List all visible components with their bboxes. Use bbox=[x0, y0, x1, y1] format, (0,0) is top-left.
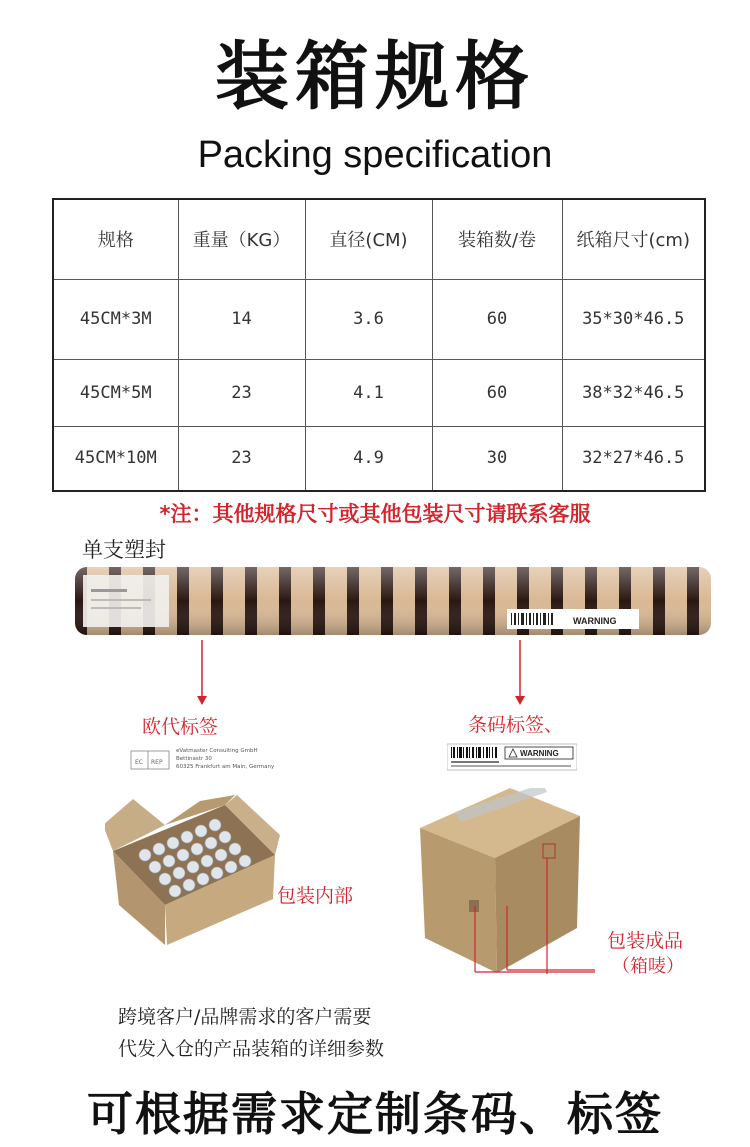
table-cell: 3.6 bbox=[305, 279, 432, 359]
open-box-image bbox=[105, 795, 280, 945]
barcode-warning-text: WARNING bbox=[520, 749, 559, 758]
header-cell: 直径(CM) bbox=[305, 199, 432, 279]
eu-rep-label: 欧代标签 bbox=[142, 716, 219, 738]
table-cell: 45CM*10M bbox=[53, 426, 178, 491]
closed-box-image bbox=[415, 788, 595, 978]
table-cell: 23 bbox=[178, 359, 305, 426]
header-cell: 纸箱尺寸(cm) bbox=[562, 199, 705, 279]
barcode-tag-image bbox=[447, 742, 577, 772]
bottom-title: 可根据需求定制条码、标签 bbox=[87, 1087, 663, 1141]
table-cell: 38*32*46.5 bbox=[562, 359, 705, 426]
table-cell: 45CM*5M bbox=[53, 359, 178, 426]
roll-warning-text: WARNING bbox=[573, 616, 617, 626]
spec-table bbox=[52, 198, 706, 492]
eu-tag-line: Bettinastr 30 bbox=[176, 756, 212, 762]
description-line: 代发入仓的产品装箱的详细参数 bbox=[118, 1038, 385, 1060]
ec-badge-text: EC bbox=[135, 759, 143, 766]
eu-tag-line: 60325 Frankfurt am Main, Germany bbox=[176, 764, 275, 770]
shipping-mark-label: （箱唛） bbox=[612, 956, 684, 977]
table-header-row bbox=[53, 199, 705, 279]
eu-tag-line: eVatmaster Consulting GmbH bbox=[176, 748, 258, 754]
header-cell: 重量（KG） bbox=[178, 199, 305, 279]
table-row bbox=[53, 359, 705, 426]
page-title: 装箱规格 bbox=[215, 34, 535, 120]
single-pack-label: 单支塑封 bbox=[82, 538, 166, 562]
table-cell: 45CM*3M bbox=[53, 279, 178, 359]
description-line: 跨境客户/品牌需求的客户需要 bbox=[118, 1006, 372, 1028]
table-cell: 14 bbox=[178, 279, 305, 359]
header-cell: 规格 bbox=[53, 199, 178, 279]
table-cell: 60 bbox=[432, 359, 562, 426]
table-cell: 60 bbox=[432, 279, 562, 359]
table-row bbox=[53, 426, 705, 491]
header-cell: 装箱数/卷 bbox=[432, 199, 562, 279]
table-cell: 4.1 bbox=[305, 359, 432, 426]
barcode-label: 条码标签、 bbox=[468, 714, 564, 736]
arrow-down-icon bbox=[195, 640, 209, 706]
product-roll-image bbox=[75, 567, 711, 635]
table-cell: 23 bbox=[178, 426, 305, 491]
inner-pack-label: 包装内部 bbox=[277, 885, 354, 907]
table-cell: 35*30*46.5 bbox=[562, 279, 705, 359]
table-cell: 30 bbox=[432, 426, 562, 491]
spec-note: *注：其他规格尺寸或其他包装尺寸请联系客服 bbox=[159, 502, 591, 526]
table-cell: 32*27*46.5 bbox=[562, 426, 705, 491]
eu-rep-tag-image bbox=[130, 743, 310, 773]
finished-pack-label: 包装成品 bbox=[607, 930, 684, 952]
table-cell: 4.9 bbox=[305, 426, 432, 491]
table-row bbox=[53, 279, 705, 359]
rep-badge-text: REP bbox=[151, 759, 163, 766]
page-subtitle: Packing specification bbox=[197, 134, 553, 176]
arrow-down-icon bbox=[513, 640, 527, 706]
